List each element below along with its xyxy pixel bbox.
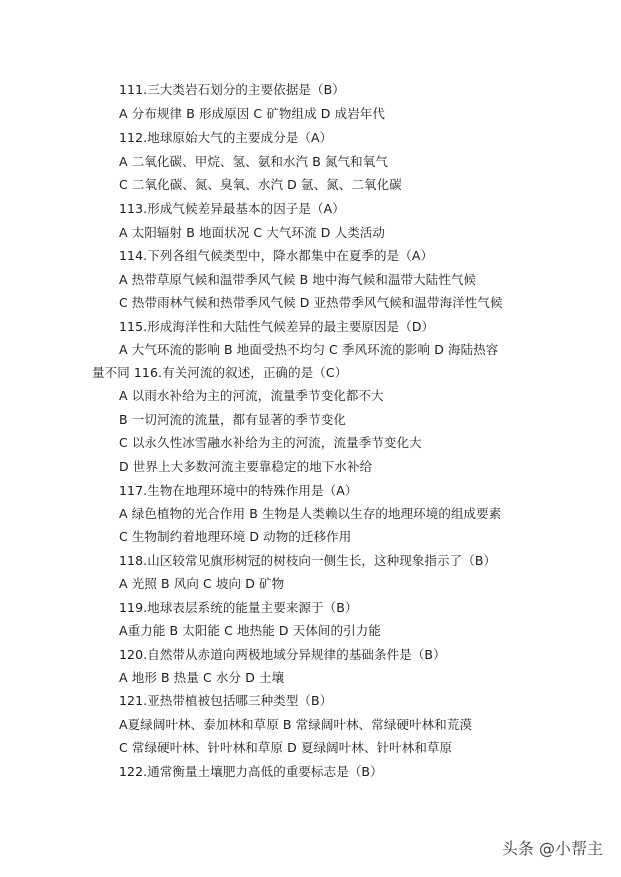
question-115: 115.形成海洋性和大陆性气候差异的最主要原因是（D） bbox=[119, 319, 435, 334]
question-119: 119.地球表层系统的能量主要来源于（B） bbox=[119, 600, 358, 615]
options-112-cd: C 二氧化碳、氮、臭氧、水汽 D 氩、氮、二氧化碳 bbox=[119, 177, 402, 192]
options-115-cont-question-116: 量不同 116.有关河流的叙述，正确的是（C） bbox=[92, 365, 348, 380]
options-118: A 光照 B 风向 C 坡向 D 矿物 bbox=[119, 576, 285, 591]
options-114-cd: C 热带雨林气候和热带季风气候 D 亚热带季风气候和温带海洋性气候 bbox=[119, 295, 503, 310]
options-112-ab: A 二氧化碳、甲烷、氢、氨和水汽 B 氮气和氧气 bbox=[119, 154, 388, 169]
option-116-c: C 以永久性冰雪融水补给为主的河流，流量季节变化大 bbox=[119, 435, 422, 450]
option-116-b: B 一切河流的流量，都有显著的季节变化 bbox=[119, 412, 346, 427]
question-117: 117.生物在地理环境中的特殊作用是（A） bbox=[119, 483, 358, 498]
options-120: A 地形 B 热量 C 水分 D 土壤 bbox=[119, 670, 285, 685]
options-117-ab: A 绿色植物的光合作用 B 生物是人类赖以生存的地理环境的组成要素 bbox=[119, 506, 502, 521]
question-113: 113.形成气候差异最基本的因子是（A） bbox=[119, 201, 345, 216]
question-114: 114.下列各组气候类型中，降水都集中在夏季的是（A） bbox=[119, 248, 434, 263]
options-115: A 大气环流的影响 B 地面受热不均匀 C 季风环流的影响 D 海陆热容 bbox=[119, 342, 499, 357]
options-121-cd: C 常绿硬叶林、针叶林和草原 D 夏绿阔叶林、针叶林和草原 bbox=[119, 740, 453, 755]
question-112: 112.地球原始大气的主要成分是（A） bbox=[119, 130, 333, 145]
options-121-ab: A夏绿阔叶林、泰加林和草原 B 常绿阔叶林、常绿硬叶林和荒漠 bbox=[119, 717, 473, 732]
options-111: A 分布规律 B 形成原因 C 矿物组成 D 成岩年代 bbox=[119, 106, 385, 121]
question-122: 122.通常衡量土壤肥力高低的重要标志是（B） bbox=[119, 764, 383, 779]
question-111: 111.三大类岩石划分的主要依据是（B） bbox=[119, 82, 345, 97]
option-116-d: D 世界上大多数河流主要靠稳定的地下水补给 bbox=[119, 459, 373, 474]
question-118: 118.山区较常见旗形树冠的树枝向一侧生长，这种现象指示了（B） bbox=[119, 553, 497, 568]
options-117-cd: C 生物制约着地理环境 D 动物的迁移作用 bbox=[119, 529, 352, 544]
watermark-label: 头条 @小帮主 bbox=[501, 839, 603, 858]
question-121: 121.亚热带植被包括哪三种类型（B） bbox=[119, 693, 333, 708]
options-114-ab: A 热带草原气候和温带季风气候 B 地中海气候和温带大陆性气候 bbox=[119, 272, 477, 287]
question-120: 120.自然带从赤道向两极地域分异规律的基础条件是（B） bbox=[119, 647, 446, 662]
options-113: A 太阳辐射 B 地面状况 C 大气环流 D 人类活动 bbox=[119, 225, 385, 240]
option-116-a: A 以雨水补给为主的河流，流量季节变化都不大 bbox=[119, 388, 384, 403]
options-119: A重力能 B 太阳能 C 地热能 D 天体间的引力能 bbox=[119, 623, 381, 638]
